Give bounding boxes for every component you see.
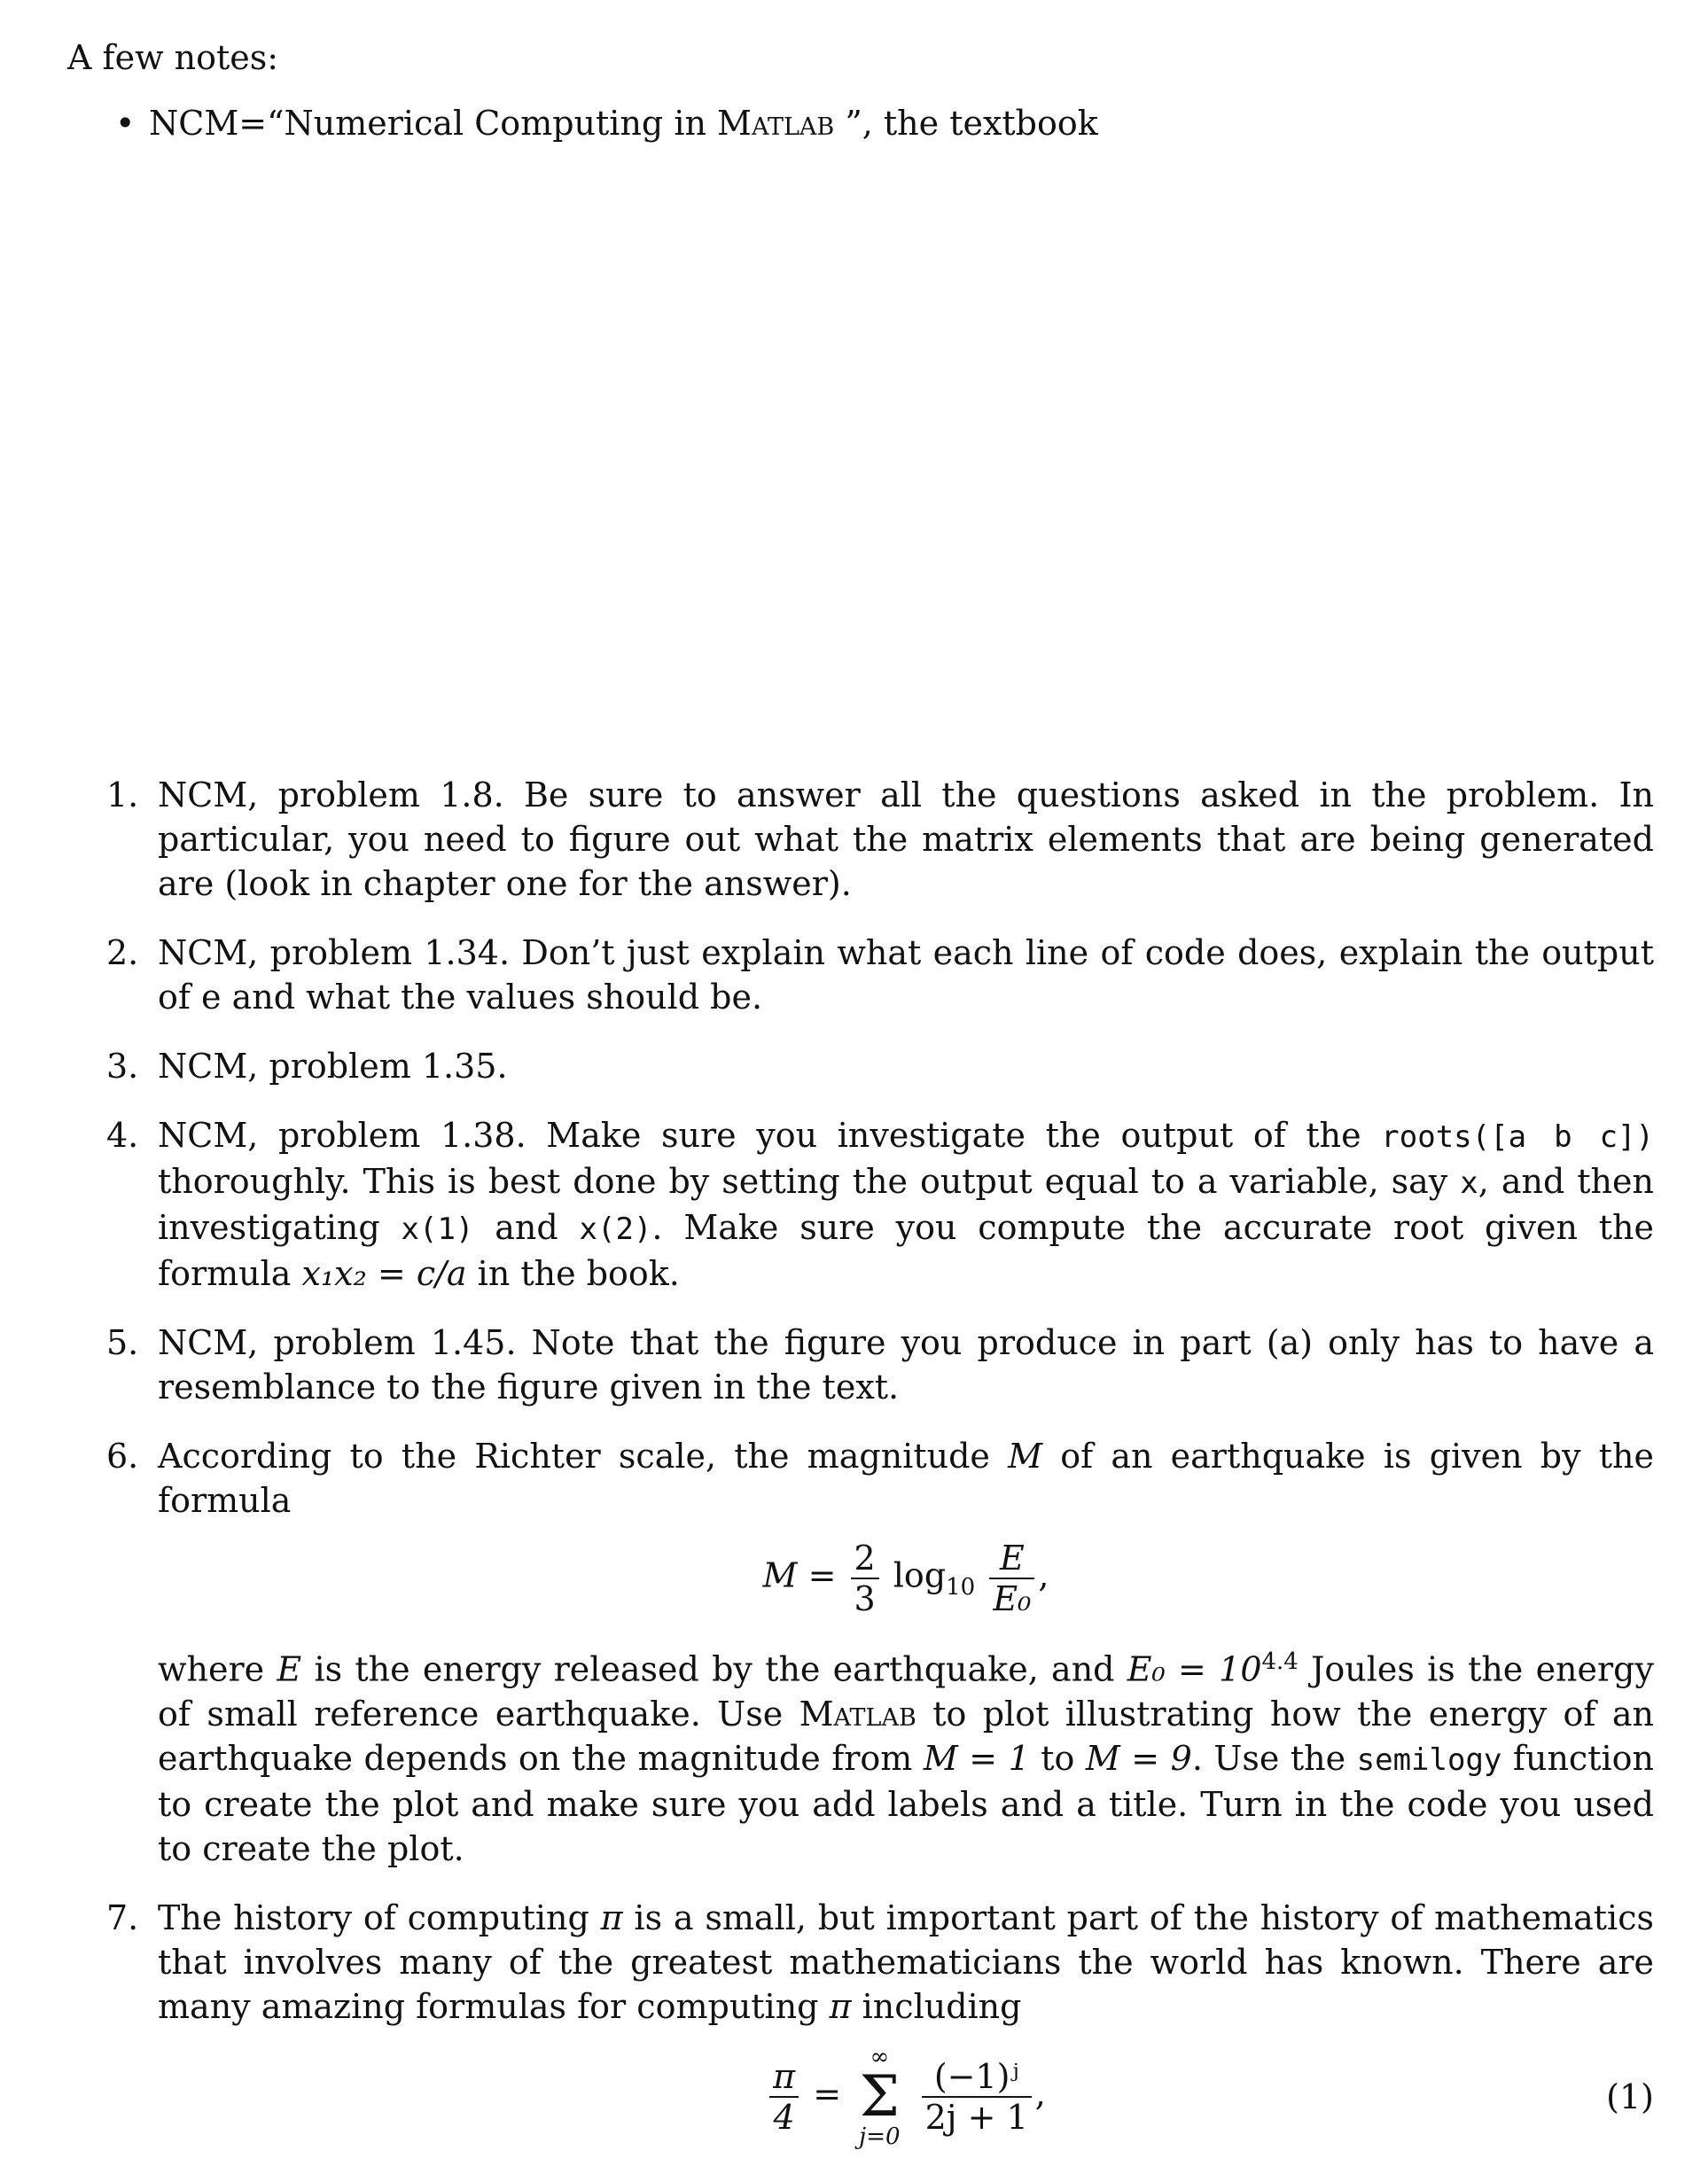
- formula-product: x₁x₂ = c/a: [301, 1254, 467, 1293]
- problem-list: [106, 773, 1654, 2174]
- math-pi: π: [600, 1897, 623, 1937]
- fraction-pi-over-4: [769, 2057, 799, 2137]
- eq-comma: ,: [1038, 1555, 1049, 1595]
- math-range: M = 1: [923, 1738, 1030, 1778]
- frac-den: E₀: [993, 1579, 1032, 1618]
- text-run: The history of computing: [158, 1897, 601, 1937]
- problem-item: [106, 1044, 1654, 1088]
- pi-series-equation: [158, 2045, 1654, 2149]
- richter-equation: [158, 1539, 1654, 1618]
- text-run: Joules is the energy of small reference earthquake. Use: [158, 1649, 1654, 1734]
- text-run: NCM, problem 1.38. Make sure you investigate the output of the: [158, 1116, 1382, 1155]
- math-exp: 4.4: [1261, 1648, 1299, 1675]
- problem-item: [106, 773, 1654, 906]
- problem-item: [106, 1113, 1654, 1296]
- problem-number: 5.: [106, 1323, 139, 1362]
- problem-item: [106, 931, 1654, 1019]
- frac-num: 2: [851, 1539, 879, 1579]
- text-run: . Use the: [1191, 1738, 1357, 1778]
- sum-upper: ∞: [870, 2043, 890, 2070]
- bullet-matlab: Matlab: [717, 104, 835, 143]
- problem-text: [158, 1896, 1654, 2029]
- sum-sigma: Σ: [859, 2063, 900, 2130]
- problem-number: 2.: [106, 933, 139, 972]
- bullet-dot-icon: •: [115, 104, 136, 143]
- fraction-series-term: [922, 2057, 1032, 2137]
- text-run: and: [473, 1208, 580, 1247]
- problem-text: [158, 1113, 1654, 1296]
- summation-operator: [859, 2045, 900, 2149]
- text-run: According to the Richter scale, the magnitude: [158, 1437, 1009, 1476]
- math-pi: π: [829, 1986, 852, 2026]
- matlab-name: Matlab: [799, 1694, 916, 1734]
- problem-number: 7.: [106, 1897, 139, 1937]
- text-run: is a small, but important part of the history of mathematics that involves many of the greatest mathematicians the world has known. There are many amazing formulas for computing: [158, 1897, 1654, 2026]
- bullet-suffix: ”, the textbook: [834, 104, 1098, 143]
- frac-num: (−1)ʲ: [922, 2057, 1032, 2098]
- text-run: thoroughly. This is best done by setting the output equal to a variable, say: [158, 1162, 1461, 1201]
- log-fn: log: [893, 1555, 947, 1595]
- eq-comma: ,: [1034, 2074, 1046, 2114]
- frac-den: 3: [854, 1579, 876, 1618]
- fraction-two-thirds: [851, 1539, 879, 1618]
- problem-item: [106, 1434, 1654, 1871]
- problem-number: 3.: [106, 1047, 139, 1086]
- eq-sign: =: [813, 2074, 842, 2114]
- code-x1: x(1): [401, 1212, 474, 1247]
- text-run: of an earthquake is given by the formula: [158, 1437, 1655, 1520]
- text-run: in the book.: [466, 1254, 680, 1293]
- problem-text: NCM, problem 1.35.: [158, 1047, 508, 1086]
- math-e0: E₀ = 10: [1127, 1649, 1262, 1689]
- bullet-prefix: NCM=“Numerical Computing in: [149, 104, 718, 143]
- problem-number: 4.: [106, 1116, 139, 1155]
- frac-num: E: [989, 1539, 1034, 1579]
- problem-item: [106, 1321, 1654, 1409]
- problem-text-cont: [158, 1640, 1654, 1871]
- sum-lower: j=0: [859, 2123, 901, 2150]
- problem-text: NCM, problem 1.45. Note that the figure you produce in part (a) only has to have a resemblance to the figure given in the text.: [158, 1323, 1654, 1406]
- code-roots: roots([a b c]): [1381, 1119, 1654, 1155]
- frac-den: 2j + 1: [924, 2097, 1028, 2137]
- text-run: , and then investigating: [158, 1162, 1654, 1247]
- frac-num: π: [769, 2057, 799, 2098]
- notes-bullet: [115, 101, 1098, 145]
- text-run: is the energy released by the earthquake, and: [301, 1649, 1127, 1689]
- code-x2: x(2): [579, 1212, 652, 1247]
- problem-text: [158, 1434, 1654, 1523]
- text-run: function to create the plot and make sure you add labels and a title. Turn in the code you used to create the plot.: [158, 1738, 1654, 1868]
- math-var: M: [1008, 1437, 1042, 1476]
- text-run: to: [1029, 1738, 1086, 1778]
- text-run: to plot illustrating how the energy of an earthquake depends on the magnitude from: [158, 1694, 1655, 1778]
- problem-text: NCM, problem 1.34. Don’t just explain what each line of code does, explain the output of e and what the values should be.: [158, 933, 1654, 1017]
- problem-number: 6.: [106, 1437, 139, 1476]
- text-run: where: [158, 1649, 277, 1689]
- problem-text: NCM, problem 1.8. Be sure to answer all the questions asked in the problem. In particular, you need to figure out what the matrix elements that are being generated are (look in chapter one for the answer).: [158, 775, 1654, 903]
- math-var: E: [277, 1649, 302, 1689]
- intro-heading: A few notes:: [67, 38, 279, 77]
- equation-number: (1): [1606, 2077, 1654, 2116]
- text-run: . Make sure you compute the accurate root given the formula: [158, 1208, 1654, 1293]
- eq-lhs: M =: [762, 1555, 837, 1595]
- code-semilogy: semilogy: [1356, 1742, 1502, 1778]
- text-run: including: [851, 1986, 1022, 2026]
- log-base: 10: [946, 1574, 976, 1601]
- code-x: x: [1460, 1165, 1478, 1201]
- problem-number: 1.: [106, 775, 139, 814]
- fraction-energy: [989, 1539, 1034, 1618]
- math-range: M = 9: [1085, 1738, 1192, 1778]
- frac-den: 4: [773, 2097, 795, 2137]
- problem-item: [106, 1896, 1654, 2149]
